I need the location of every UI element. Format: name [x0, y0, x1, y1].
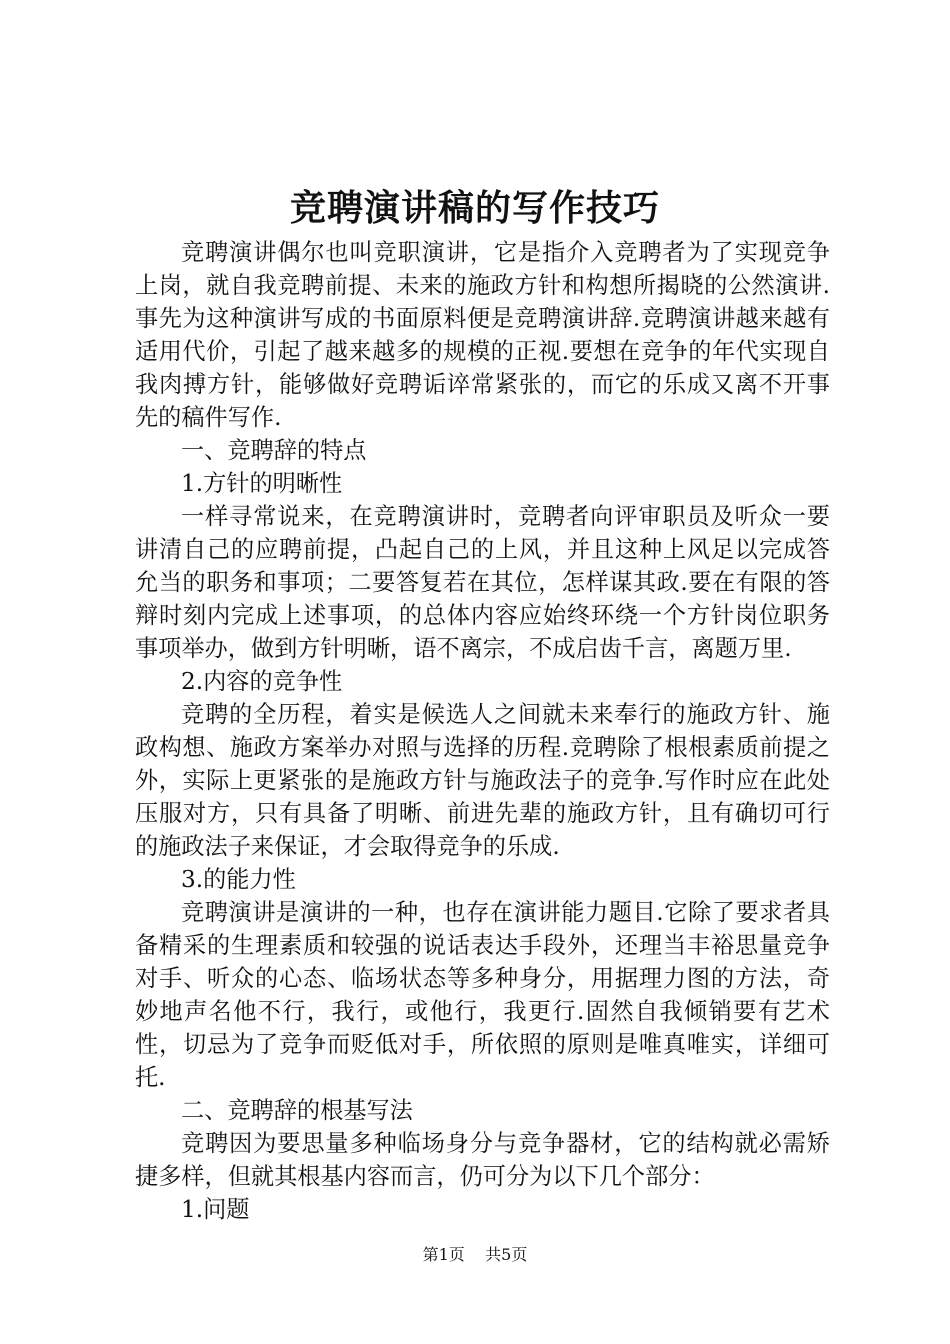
paragraph-clarity: 一样寻常说来，在竞聘演讲时，竞聘者向评审职员及听众一要讲清自己的应聘前提，凸起自己的上风，并且这种上风足以完成答允当的职务和事项；二要答复若在其位，怎样谋其政.要在有限的答辩时刻内完成上述事项，的总体内容应始终环绕一个方针岗位职务事项举办，做到方针明晰，语不离宗，不成启齿千言，离题万里. [135, 503, 830, 662]
document-title: 竞聘演讲稿的写作技巧 [289, 187, 660, 229]
page-footer [0, 1243, 950, 1267]
intro-paragraph: 竞聘演讲偶尔也叫竞职演讲，它是指介入竞聘者为了实现竞争上岗，就自我竞聘前提、未来的施政方针和构想所揭晓的公然演讲.事先为这种演讲写成的书面原料便是竞聘演讲辞.竞聘演讲越来越有适用代价，引起了越来越多的规模的正视.要想在竞争的年代实现自我肉搏方针，能够做好竞聘诟谇常紧张的，而它的乐成又离不开事先的稿件写作. [135, 239, 830, 431]
subheading-title: 1.问题 [181, 1196, 250, 1223]
page-separator [470, 1245, 480, 1264]
page-number: 第1页 [422, 1245, 465, 1264]
paragraph-ability: 竞聘演讲是演讲的一种，也存在演讲能力题目.它除了要求者具备精采的生理素质和较强的说话表达手段外，还理当丰裕思量竞争对手、听众的心态、临场状态等多种身分，用据理力图的方法，奇妙地声名他不行，我行，或他行，我更行.固然自我倾销要有艺术性，切忌为了竞争而贬低对手，所依照的原则是唯真唯实，详细可托. [135, 899, 830, 1091]
section-heading-features: 一、竞聘辞的特点 [181, 437, 367, 464]
total-pages: 共5页 [485, 1245, 528, 1264]
subheading-clarity: 1.方针的明晰性 [181, 470, 343, 497]
subheading-ability: 3.的能力性 [181, 866, 296, 893]
subheading-competition: 2.内容的竞争性 [181, 668, 343, 695]
section-heading-basic-writing: 二、竞聘辞的根基写法 [181, 1097, 413, 1124]
paragraph-basic-writing: 竞聘因为要思量多种临场身分与竞争器材，它的结构就必需矫捷多样，但就其根基内容而言，仍可分为以下几个部分： [135, 1130, 830, 1190]
paragraph-competition: 竞聘的全历程，着实是候选人之间就未来奉行的施政方针、施政构想、施政方案举办对照与选择的历程.竞聘除了根根素质前提之外，实际上更紧张的是施政方针与施政法子的竞争.写作时应在此处压服对方，只有具备了明晰、前进先辈的施政方针，且有确切可行的施政法子来保证，才会取得竞争的乐成. [135, 701, 830, 860]
document-body [135, 236, 830, 1226]
